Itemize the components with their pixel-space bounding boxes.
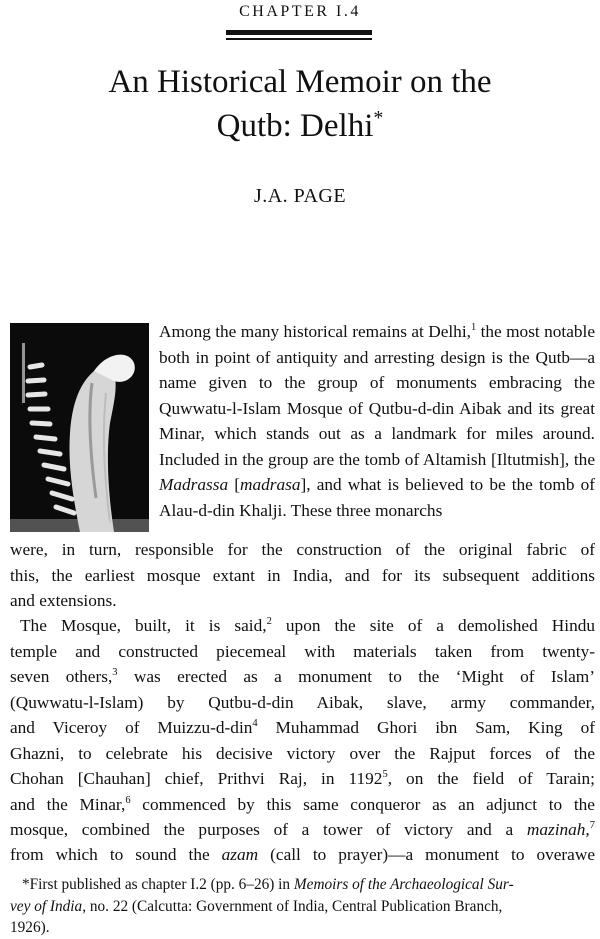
chapter-label: CHAPTER I.4: [239, 3, 361, 20]
para2-l5-b: Muhammad Ghori ibn Sam, King of: [257, 718, 596, 737]
para2-l9-comma: ,: [585, 820, 590, 839]
para2-l8-a: and the Minar,: [10, 795, 126, 814]
para2-l8-b: commenced by this same conqueror as an adjunct to the: [130, 795, 595, 814]
para2-l10-b: (call to prayer)—a monument to overawe: [258, 845, 595, 864]
footnote-line-1: [10, 874, 595, 896]
para2-l7-b: , on the field of Tarain;: [387, 769, 595, 788]
para1-madrasa: madrasa: [240, 475, 301, 494]
chapter-title: [0, 60, 600, 148]
footnote-a: *First published as chapter I.2 (pp. 6–26) in: [22, 876, 294, 893]
footnote-b: , no. 22 (Calcutta: Government of India, Central Publication Branch,: [82, 897, 503, 915]
para2-line-10: [10, 842, 595, 868]
footnote-line-2: [10, 896, 595, 918]
para2-line-9: [10, 817, 595, 843]
para2-azam: azam: [221, 845, 259, 864]
para2-line-5: [10, 715, 595, 741]
para1-text-a: Among the many historical remains at Delhi,: [159, 322, 471, 341]
para1-line-last: and extensions.: [10, 591, 117, 610]
para1-madrassa: Madrassa: [159, 475, 229, 494]
photo-drawing: [10, 323, 149, 532]
footnote-ref-7: 7: [589, 820, 595, 831]
footnote-ref-5: 5: [382, 769, 388, 780]
para2-l7-a: Chohan [Chauhan] chief, Prithvi Raj, in 1192: [10, 769, 383, 788]
chapter-rule-thin: [226, 38, 372, 40]
footnote-ref-1: 1: [470, 322, 477, 333]
footnote-ref-6: 6: [125, 795, 131, 806]
para2-line-4: (Quwwatu-l-Islam) by Qutbu-d-din Aibak, slave, army commander,: [10, 693, 595, 712]
para2-l10-a: from which to sound the: [10, 845, 222, 864]
para1-text-c: ], and what is believed to be the tomb of Alau-d-din Khalji. These three monarchs: [159, 475, 595, 520]
title-footnote-marker: *: [373, 107, 384, 129]
source-footnote: [10, 874, 595, 939]
para2-line-8: [10, 792, 595, 818]
para2-l3-b: was erected as a monument to the ‘Might of Islam’: [117, 667, 595, 686]
para1-line-full-2: this, the earliest mosque extant in India, and for its subsequent additions: [10, 566, 595, 585]
para2-line-1: [20, 613, 595, 639]
para2-l1-a: The Mosque, built, it is said,: [20, 616, 267, 635]
para1-line-full-1: were, in turn, responsible for the construction of the original fabric of: [10, 540, 595, 559]
footnote-a-italic: Memoirs of the Archaeological Sur-: [293, 876, 514, 893]
qutb-minar-photo: [10, 323, 149, 532]
chapter-title-line2: Qutb: Delhi: [216, 108, 374, 144]
author-name: J.A. PAGE: [253, 185, 347, 207]
para1-text-b: the most notable both in point of antiquity and arresting design is the Qutb—a name given to the group of monuments embracing the Quwwatu-l-Islam Mosque of Qutbu-d-din Aibak and its great Minar, which stands out as a landmark for miles around. Included in the group are the tomb of Altamish [Iltutmish], the: [159, 322, 595, 469]
footnote-line-3: 1926).: [10, 919, 50, 936]
para2-line-7: [10, 766, 595, 792]
para2-l5-a: and Viceroy of Muizzu-d-din: [10, 718, 253, 737]
footnote-b-italic: vey of India: [10, 897, 83, 915]
para2-line-3: [10, 664, 595, 690]
para1-wrapped-text: Among the many historical remains at Delhi,$^1$ the most notable both in point of antiquity and arresting design is the Qutb—a name given to the group of monuments embracing the Quwwatu-l-Islam Mosque of Qutbu-d-din Aibak and its great Minar, which stands out as a landmark for miles around. Included in the group are the tomb of Altamish [Iltutmish], the Madrassa [madrasa], and what is believed to be the tomb of Alau-d-din Khalji. These three monarchs: [159, 322, 595, 520]
chapter-rule-thick: [226, 30, 372, 35]
para2-line-6: Ghazni, to celebrate his decisive victory over the Rajput forces of the: [10, 744, 595, 763]
footnote-ref-4: 4: [252, 718, 258, 729]
para2-line-2: temple and constructed piecemeal with materials taken from twenty-: [10, 642, 595, 661]
footnote-ref-2: 2: [266, 616, 272, 627]
para2-mazinah: mazinah: [526, 820, 586, 839]
footnote-ref-3: 3: [112, 667, 118, 678]
para2-l3-a: seven others,: [10, 667, 113, 686]
para2-l1-b: upon the site of a demolished Hindu: [271, 616, 596, 635]
chapter-title-line1: An Historical Memoir on the: [108, 64, 492, 100]
para2-l9-a: mosque, combined the purposes of a tower of victory and a: [10, 820, 527, 839]
